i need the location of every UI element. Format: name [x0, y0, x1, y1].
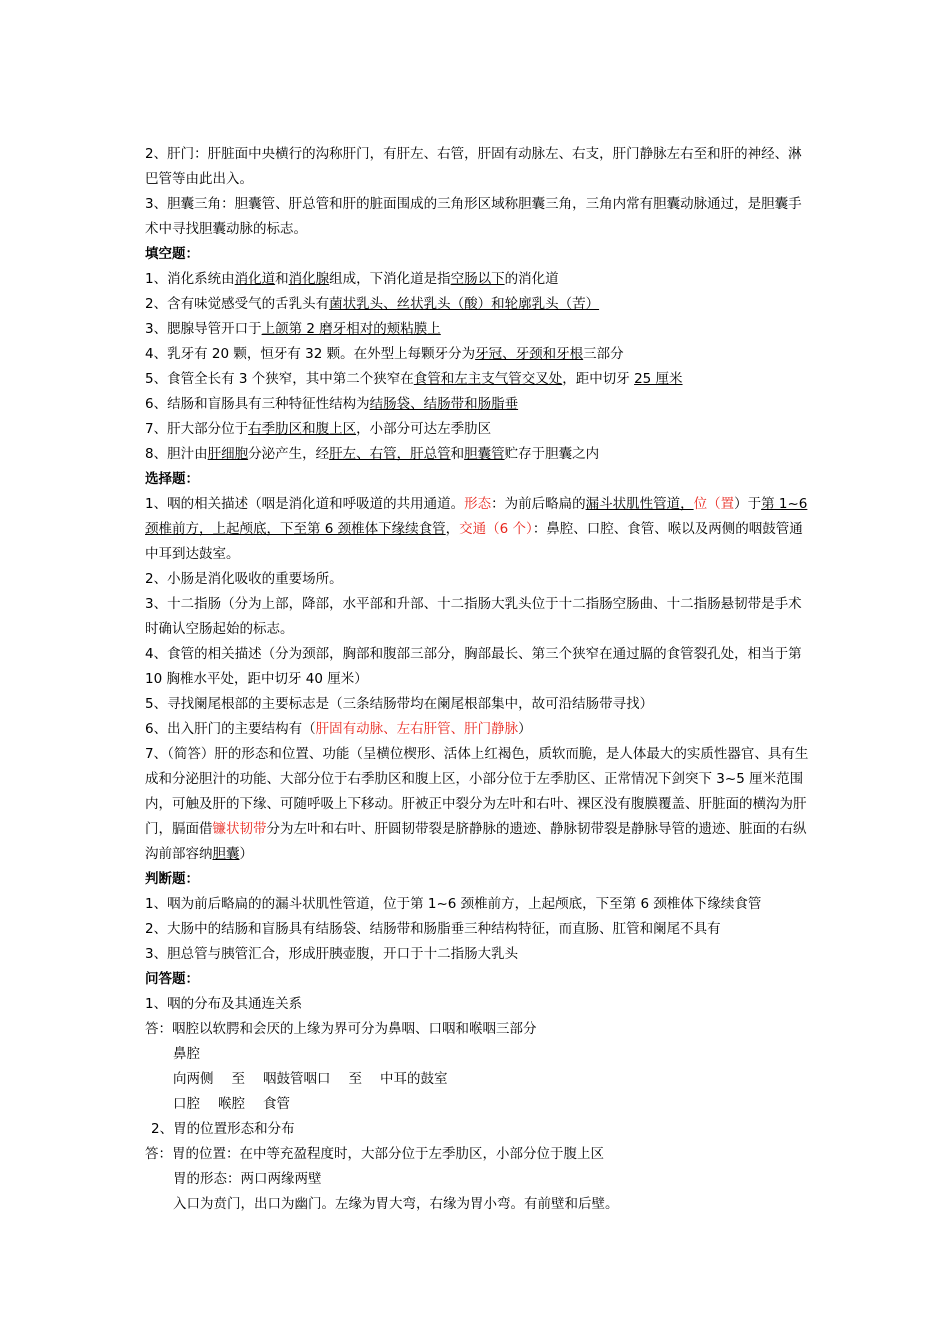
- qa-answer-2-line-2: 入口为贲门，出口为幽门。左缘为胃大弯，右缘为胃小弯。有前壁和后壁。: [173, 1196, 619, 1212]
- choice-question-2: 2、小肠是消化吸收的重要场所。: [145, 571, 343, 587]
- fill-question-7: 7、肝大部分位于右季肋区和腹上区，小部分可达左季肋区: [145, 421, 492, 437]
- heading-judge: 判断题：: [145, 871, 199, 887]
- fill-question-2: 2、含有味觉感受气的舌乳头有菌状乳头、丝状乳头（酸）和轮廓乳头（苦）: [145, 296, 600, 312]
- choice-question-1: 1、咽的相关描述（咽是消化道和呼吸道的共用通道。形态：为前后略扁的漏斗状肌性管道，位（置）于第 1~6 颈椎前方，上起颅底，下至第 6 颈椎体下缘续食管，交通（6 个）：鼻腔、口腔、食管、喉以及两侧的咽鼓管通中耳到达鼓室。: [145, 496, 808, 562]
- qa-answer-1-line-1: 鼻腔: [173, 1046, 200, 1062]
- qa-answer-1: 答：咽腔以软腭和会厌的上缘为界可分为鼻咽、口咽和喉咽三部分: [145, 1021, 537, 1037]
- fill-question-3: 3、腮腺导管开口于上颌第 2 磨牙相对的颊粘膜上: [145, 321, 441, 337]
- judge-question-3: 3、胆总管与胰管汇合，形成肝胰壶腹，开口于十二指肠大乳头: [145, 946, 519, 962]
- judge-question-2: 2、大肠中的结肠和盲肠具有结肠袋、结肠带和肠脂垂三种结构特征，而直肠、肛管和阑尾不具有: [145, 921, 721, 937]
- document-page: [145, 142, 813, 1217]
- fill-question-6: 6、结肠和盲肠具有三种特征性结构为结肠袋、结肠带和肠脂垂: [145, 396, 519, 412]
- fill-question-5: 5、食管全长有 3 个狭窄，其中第二个狭窄在食管和左主支气管交叉处，距中切牙 25 厘米: [145, 371, 683, 387]
- fill-question-1: 1、消化系统由消化道和消化腺组成，下消化道是指空肠以下的消化道: [145, 271, 559, 287]
- choice-question-3: 3、十二指肠（分为上部，降部，水平部和升部、十二指肠大乳头位于十二指肠空肠曲、十二指肠悬韧带是手术时确认空肠起始的标志。: [145, 596, 802, 637]
- choice-question-7: 7、（简答）肝的形态和位置、功能（呈横位楔形、活体上红褐色，质软而脆，是人体最大的实质性器官、具有生成和分泌胆汁的功能、大部分位于右季肋区和腹上区，小部分位于左季肋区、正常情况下剑突下 3~5 厘米范围内，可触及肝的下缘、可随呼吸上下移动。肝被正中裂分为左叶和右叶、裸区没有腹膜覆盖、肝脏面的横沟为肝门，膈面借镰状韧带分为左叶和右叶、肝圆韧带裂是脐静脉的遗迹、静脉韧带裂是静脉导管的遗迹、脏面的右纵沟前部容纳胆囊）: [145, 746, 809, 862]
- heading-qa: 问答题：: [145, 971, 199, 987]
- paragraph-gallbladder-triangle: 3、胆囊三角：胆囊管、肝总管和肝的脏面围成的三角形区域称胆囊三角，三角内常有胆囊动脉通过，是胆囊手术中寻找胆囊动脉的标志。: [145, 196, 802, 237]
- choice-question-6: 6、出入肝门的主要结构有（肝固有动脉、左右肝管、肝门静脉）: [145, 721, 532, 737]
- paragraph-porta-hepatis: 2、肝门：肝脏面中央横行的沟称肝门，有肝左、右管，肝固有动脉左、右支，肝门静脉左右至和肝的神经、淋巴管等由此出入。: [145, 146, 802, 187]
- qa-answer-2-line-1: 胃的形态：两口两缘两壁: [173, 1171, 322, 1187]
- qa-answer-2: 答：胃的位置：在中等充盈程度时，大部分位于左季肋区，小部分位于腹上区: [145, 1146, 604, 1162]
- qa-question-2: 2、胃的位置形态和分布: [151, 1121, 295, 1137]
- qa-answer-1-line-2: 向两侧 至 咽鼓管咽口 至 中耳的鼓室: [173, 1071, 448, 1087]
- fill-question-8: 8、胆汁由肝细胞分泌产生，经肝左、右管，肝总管和胆囊管贮存于胆囊之内: [145, 446, 600, 462]
- fill-question-4: 4、乳牙有 20 颗，恒牙有 32 颗。在外型上每颗牙分为牙冠、牙颈和牙根三部分: [145, 346, 624, 362]
- choice-question-4: 4、食管的相关描述（分为颈部，胸部和腹部三部分，胸部最长、第三个狭窄在通过膈的食管裂孔处，相当于第 10 胸椎水平处，距中切牙 40 厘米）: [145, 646, 802, 687]
- heading-fill-in: 填空题：: [145, 246, 199, 262]
- judge-question-1: 1、咽为前后略扁的的漏斗状肌性管道，位于第 1~6 颈椎前方，上起颅底，下至第 6 颈椎体下缘续食管: [145, 896, 762, 912]
- qa-answer-1-line-3: 口腔 喉腔 食管: [173, 1096, 290, 1112]
- qa-question-1: 1、咽的分布及其通连关系: [145, 996, 303, 1012]
- choice-question-5: 5、寻找阑尾根部的主要标志是（三条结肠带均在阑尾根部集中，故可沿结肠带寻找）: [145, 696, 654, 712]
- heading-choice: 选择题：: [145, 471, 199, 487]
